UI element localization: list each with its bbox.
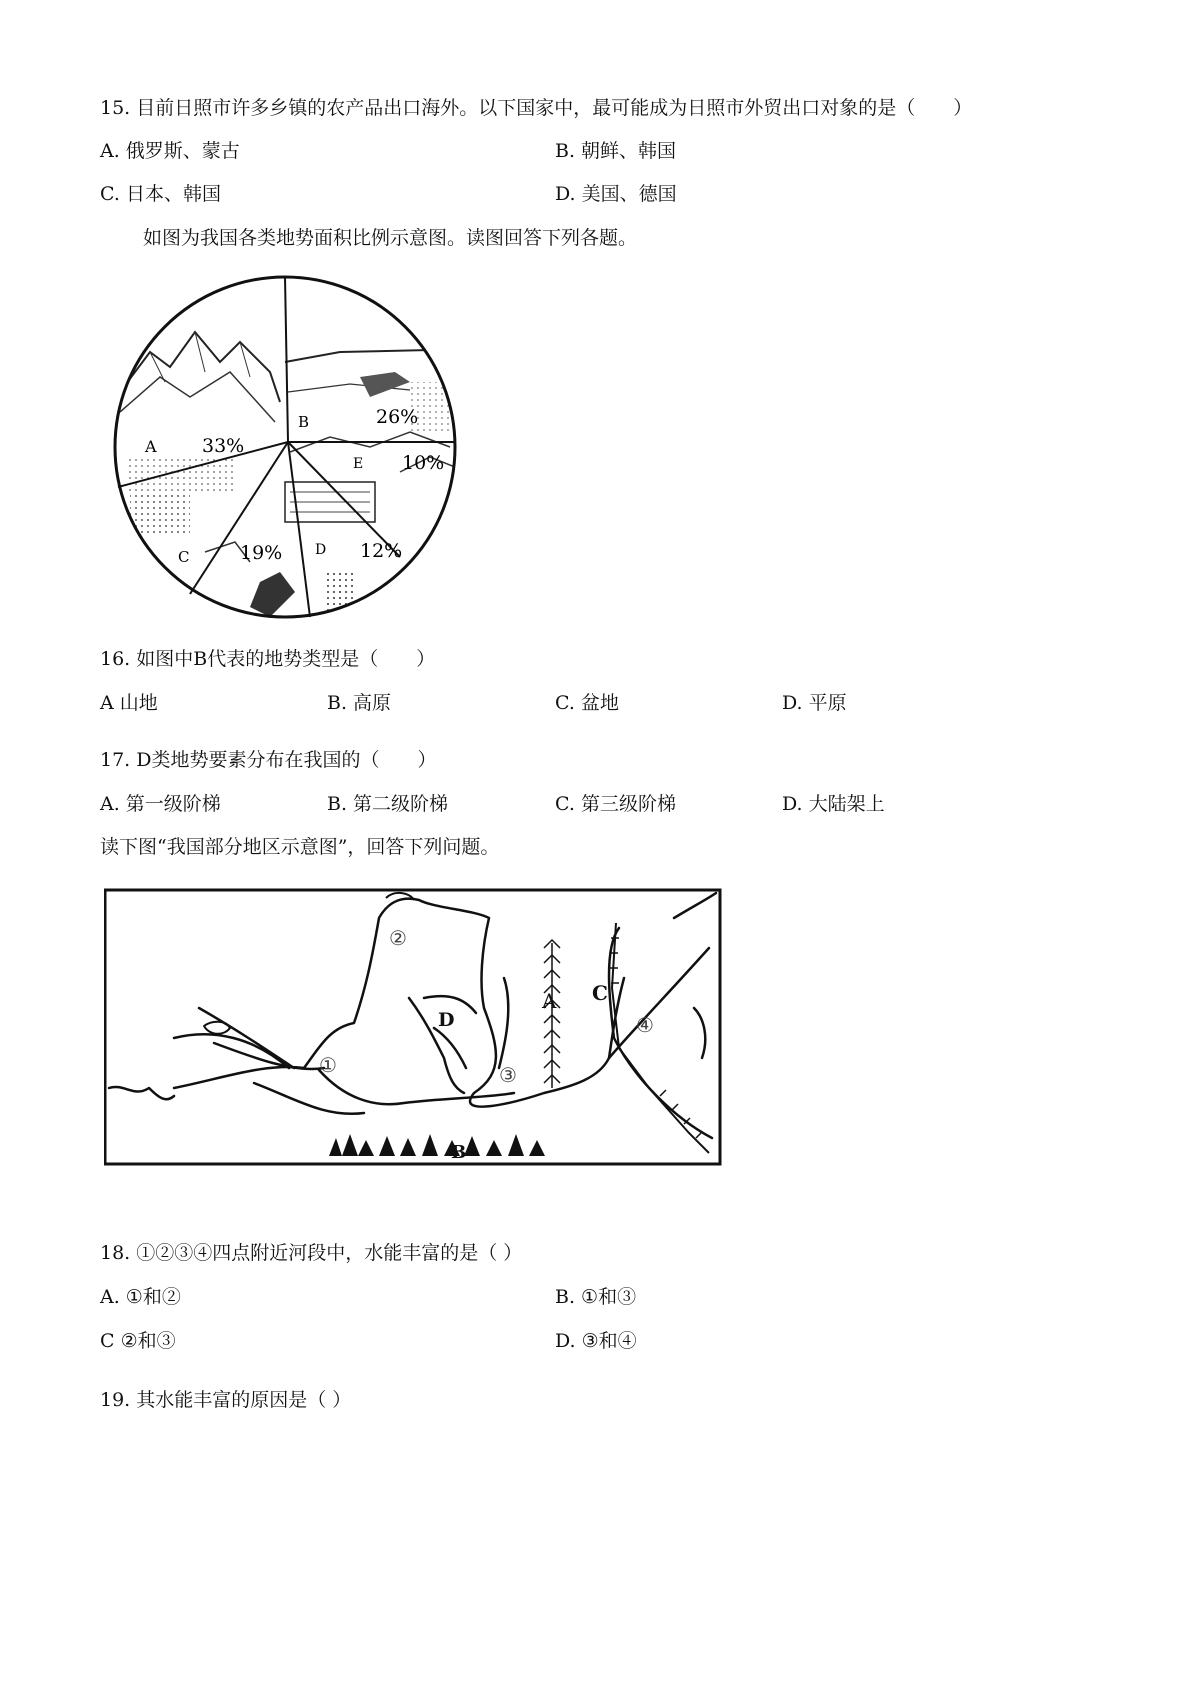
map-label-c: C <box>592 981 608 1005</box>
segment-c-label: C <box>178 548 190 566</box>
q17-option-a[interactable]: A. 第一级阶梯 <box>100 793 221 815</box>
map-point-4: ④ <box>636 1013 654 1037</box>
segment-a-percent: 33% <box>202 435 245 457</box>
q17-option-d[interactable]: D. 大陆架上 <box>782 793 885 815</box>
q18-option-b[interactable]: B. ①和③ <box>555 1286 637 1308</box>
q16-option-a[interactable]: A 山地 <box>100 692 158 714</box>
intro-figure1: 如图为我国各类地势面积比例示意图。读图回答下列各题。 <box>143 227 638 249</box>
q19-stem: 19. 其水能丰富的原因是（ ） <box>100 1389 352 1411</box>
q17-option-c[interactable]: C. 第三级阶梯 <box>555 793 676 815</box>
segment-d-label: D <box>315 542 327 558</box>
segment-c-percent: 19% <box>240 542 283 564</box>
map-label-a: A <box>542 989 557 1013</box>
segment-a-label: A <box>145 437 157 456</box>
q15-stem: 15. 目前日照市许多乡镇的农产品出口海外。以下国家中，最可能成为日照市外贸出口对象的是（ ） <box>100 97 973 119</box>
q18-option-c[interactable]: C ②和③ <box>100 1330 176 1352</box>
segment-b-percent: 26% <box>376 406 419 428</box>
map-label-d: D <box>438 1009 455 1031</box>
segment-e-percent: 10% <box>402 452 445 474</box>
q16-stem: 16. 如图中B代表的地势类型是（ ） <box>100 648 436 670</box>
q16-option-d[interactable]: D. 平原 <box>782 692 847 714</box>
q17-stem: 17. D类地势要素分布在我国的（ ） <box>100 749 437 771</box>
q15-option-d[interactable]: D. 美国、德国 <box>555 183 677 205</box>
segment-d-percent: 12% <box>360 540 403 562</box>
q18-option-a[interactable]: A. ①和② <box>100 1286 181 1308</box>
map-point-1: ① <box>319 1053 337 1077</box>
region-map-figure <box>104 888 722 1168</box>
q16-option-c[interactable]: C. 盆地 <box>555 692 619 714</box>
segment-e-label: E <box>353 456 364 472</box>
map-point-3: ③ <box>499 1063 517 1087</box>
q16-option-b[interactable]: B. 高原 <box>327 692 392 714</box>
q15-option-a[interactable]: A. 俄罗斯、蒙古 <box>100 140 240 162</box>
q18-stem: 18. ①②③④四点附近河段中，水能丰富的是（ ） <box>100 1242 523 1264</box>
q18-option-d[interactable]: D. ③和④ <box>555 1330 637 1352</box>
q17-option-b[interactable]: B. 第二级阶梯 <box>327 793 449 815</box>
terrain-area-pie-figure <box>110 272 460 622</box>
map-label-b: B <box>451 1142 467 1163</box>
map-point-2: ② <box>389 926 407 950</box>
intro-figure2: 读下图“我国部分地区示意图”，回答下列问题。 <box>100 836 500 858</box>
q15-option-b[interactable]: B. 朝鲜、韩国 <box>555 140 677 162</box>
segment-b-label: B <box>298 413 310 431</box>
q15-option-c[interactable]: C. 日本、韩国 <box>100 183 221 205</box>
